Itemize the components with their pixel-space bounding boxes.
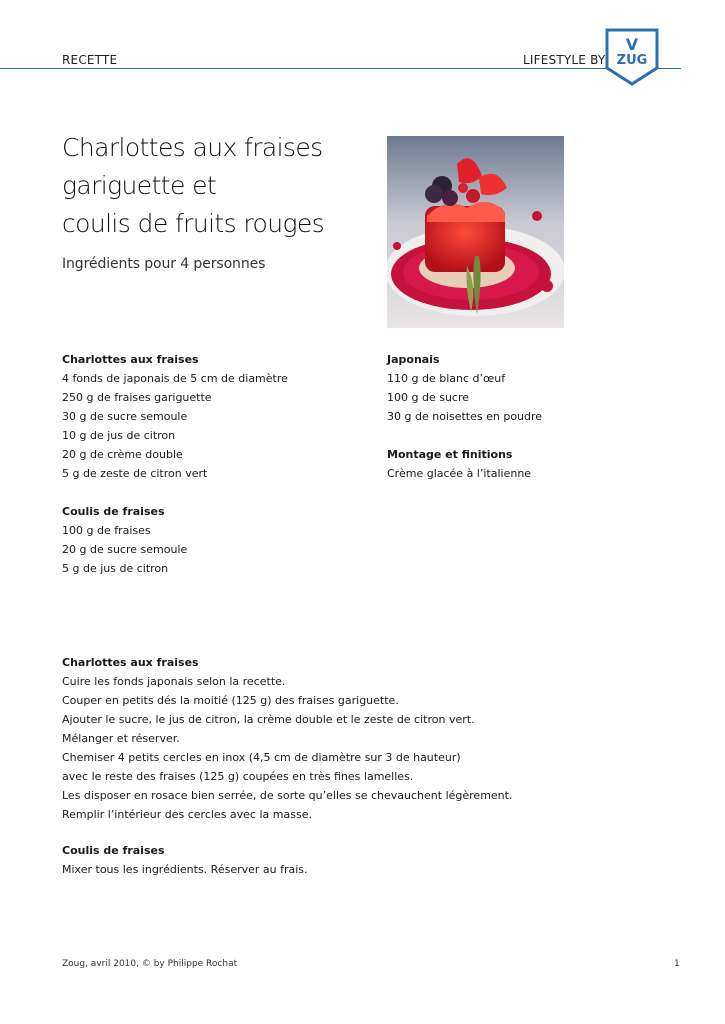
dessert-photo (387, 136, 564, 328)
section-label: RECETTE (62, 53, 118, 67)
step-line: Mélanger et réserver. (62, 732, 180, 745)
header-divider (0, 68, 681, 69)
ingredient-item: 250 g de fraises gariguette (62, 391, 212, 404)
steps-coulis (62, 841, 662, 879)
ingredient-item: 5 g de jus de citron (62, 562, 169, 575)
ingredients-japonais (387, 350, 677, 426)
step-line: Mixer tous les ingrédients. Réserver au frais. (62, 863, 308, 876)
section-heading: Coulis de fraises (62, 844, 165, 857)
title-line: coulis de fruits rouges (62, 209, 325, 238)
recipe-title (62, 129, 324, 243)
brand-label: LIFESTYLE BY (523, 53, 606, 67)
step-line: avec le reste des fraises (125 g) coupées en très fines lamelles. (62, 770, 414, 783)
logo-text-bottom: ZUG (616, 53, 648, 68)
section-heading: Coulis de fraises (62, 505, 165, 518)
ingredient-item: 10 g de jus de citron (62, 429, 176, 442)
step-line: Ajouter le sucre, le jus de citron, la crème double et le zeste de citron vert. (62, 713, 475, 726)
ingredient-item: Crème glacée à l’italienne (387, 467, 532, 480)
ingredient-item: 30 g de noisettes en poudre (387, 410, 543, 423)
ingredient-item: 110 g de blanc d’œuf (387, 372, 506, 385)
step-line: Remplir l’intérieur des cercles avec la masse. (62, 808, 312, 821)
steps-charlottes (62, 653, 662, 824)
ingredient-item: 100 g de fraises (62, 524, 151, 537)
section-heading: Charlottes aux fraises (62, 353, 199, 366)
ingredient-item: 30 g de sucre semoule (62, 410, 188, 423)
section-heading: Montage et finitions (387, 448, 513, 461)
ingredient-item: 20 g de sucre semoule (62, 543, 188, 556)
ingredient-item: 5 g de zeste de citron vert (62, 467, 208, 480)
ingredients-coulis (62, 502, 362, 578)
section-heading: Japonais (387, 353, 440, 366)
recipe-subtitle: Ingrédients pour 4 personnes (62, 256, 266, 272)
step-line: Chemiser 4 petits cercles en inox (4,5 cm de diamètre sur 3 de hauteur) (62, 751, 461, 764)
section-heading: Charlottes aux fraises (62, 656, 199, 669)
vzug-logo (604, 28, 660, 86)
ingredient-item: 4 fonds de japonais de 5 cm de diamètre (62, 372, 288, 385)
footer-credit: Zoug, avril 2010, © by Philippe Rochat (62, 959, 238, 969)
ingredients-charlottes (62, 350, 362, 483)
step-line: Couper en petits dés la moitié (125 g) des fraises gariguette. (62, 694, 399, 707)
step-line: Cuire les fonds japonais selon la recette. (62, 675, 286, 688)
ingredient-item: 100 g de sucre (387, 391, 470, 404)
ingredients-montage (387, 445, 677, 483)
step-line: Les disposer en rosace bien serrée, de sorte qu’elles se chevauchent légèrement. (62, 789, 513, 802)
ingredient-item: 20 g de crème double (62, 448, 183, 461)
title-line: Charlottes aux fraises (62, 133, 323, 162)
logo-text-top: V (625, 35, 639, 54)
page-number: 1 (674, 959, 680, 969)
title-line: gariguette et (62, 171, 217, 200)
